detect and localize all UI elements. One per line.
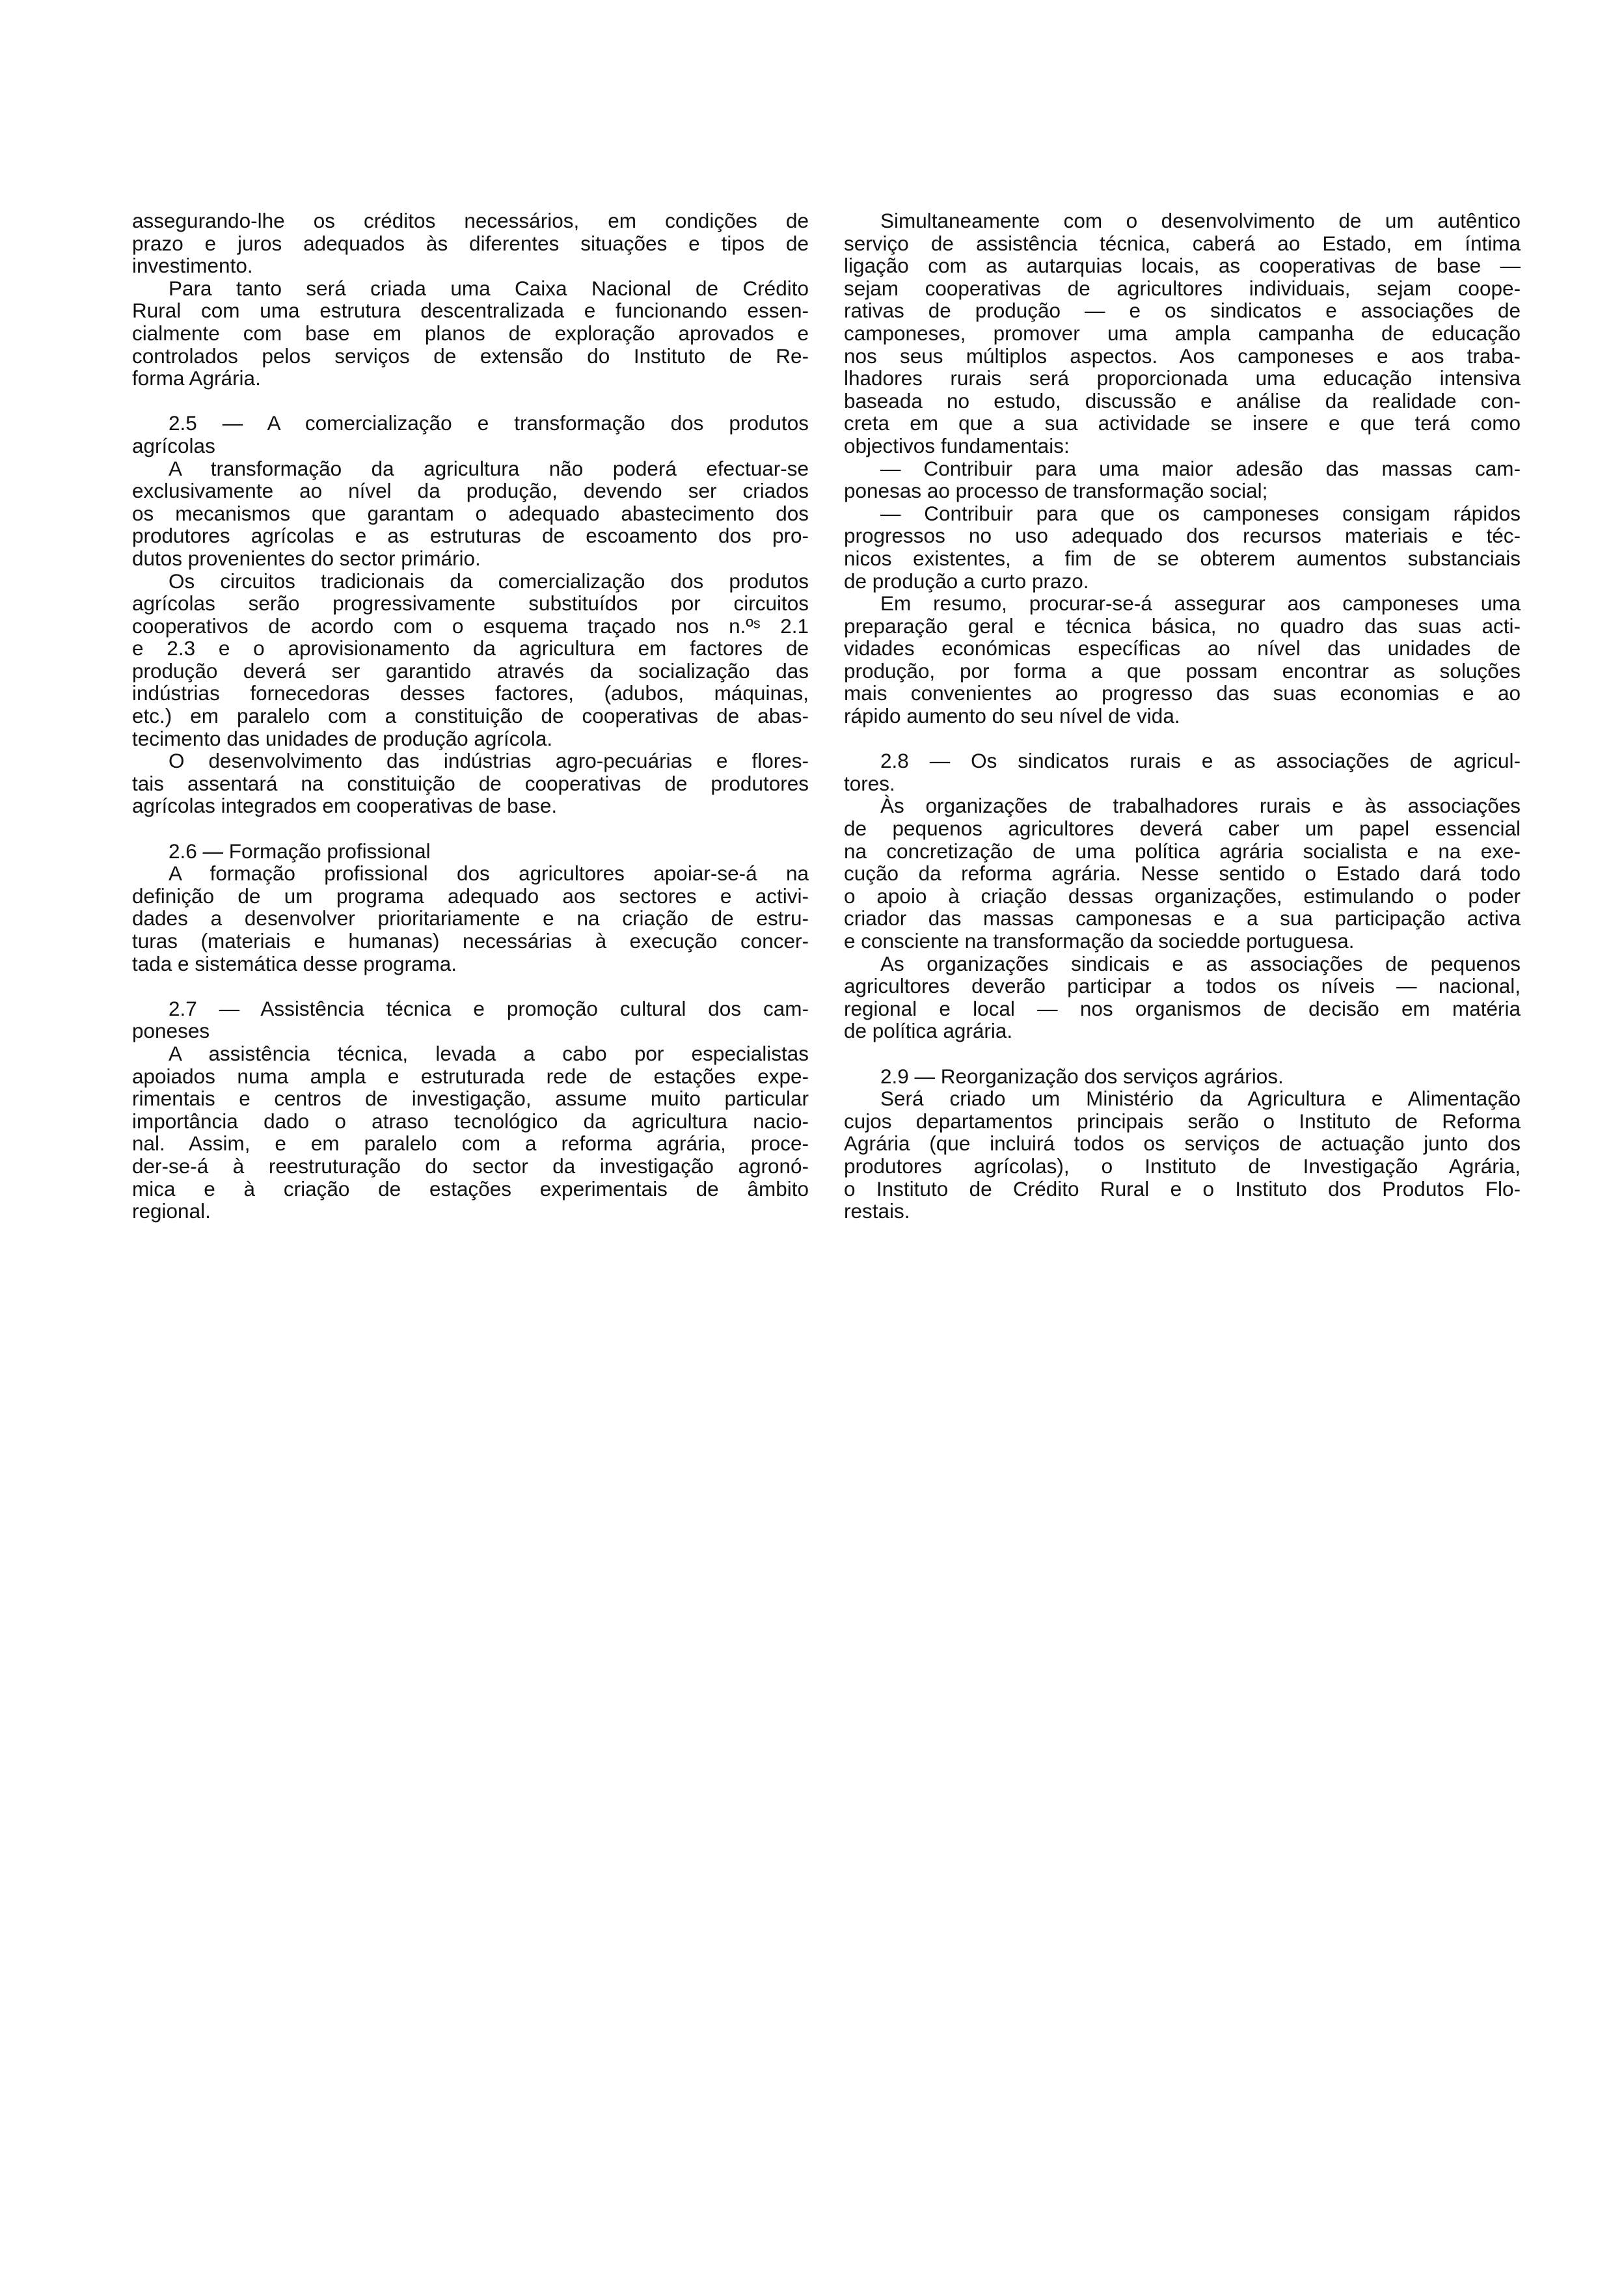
right-column — [844, 210, 1521, 1223]
text-line: A assistência técnica, levada a cabo por especialistas — [169, 1041, 809, 1065]
text-line: tores. — [844, 771, 895, 795]
text-line: produtores agrícolas e as estruturas de escoamento dos pro- — [132, 524, 809, 548]
text-line: A formação profissional dos agricultores apoiar-se-á na — [169, 862, 809, 886]
text-line: cução da reforma agrária. Nesse sentido o Estado dará todo — [844, 862, 1521, 886]
text-line: e 2.3 e o aprovisionamento da agricultura em factores de — [132, 636, 809, 660]
text-line: prazo e juros adequados às diferentes situações e tipos de — [132, 231, 809, 255]
text-line: cujos departamentos principais serão o Instituto de Reforma — [844, 1109, 1521, 1133]
text-line: objectivos fundamentais: — [844, 433, 1070, 457]
text-line: As organizações sindicais e as associações de pequenos — [880, 951, 1521, 975]
text-line: Rural com uma estrutura descentralizada e funcionando essen- — [132, 299, 809, 323]
text-line: creta em que a sua actividade se insere e que terá como — [844, 411, 1521, 435]
text-line: 2.9 — Reorganização dos serviços agrários. — [880, 1064, 1284, 1088]
text-line: cialmente com base em planos de exploração aprovados e — [132, 321, 809, 345]
text-line: progressos no uso adequado dos recursos materiais e téc- — [844, 524, 1521, 548]
text-line: Às organizações de trabalhadores rurais e às associações — [880, 794, 1521, 818]
text-line: importância dado o atraso tecnológico da agricultura nacio- — [132, 1109, 809, 1133]
text-line: mais convenientes ao progresso das suas economias e ao — [844, 681, 1521, 705]
text-line: regional. — [132, 1199, 211, 1223]
text-line: etc.) em paralelo com a constituição de cooperativas de abas- — [132, 704, 809, 728]
text-line: der-se-á à reestruturação do sector da investigação agronó- — [132, 1154, 809, 1178]
paragraph-gap — [844, 727, 1521, 750]
text-line: rimentais e centros de investigação, assume muito particular — [132, 1087, 809, 1111]
text-line: serviço de assistência técnica, caberá ao Estado, em íntima — [844, 231, 1521, 255]
text-line: baseada no estudo, discussão e análise da realidade con- — [844, 388, 1521, 413]
text-line: regional e local — nos organismos de decisão em matéria — [844, 996, 1521, 1020]
text-line: O desenvolvimento das indústrias agro-pecuárias e flores- — [169, 749, 809, 773]
text-line: 2.6 — Formação profissional — [169, 839, 431, 863]
text-line: preparação geral e técnica básica, no quadro das suas acti- — [844, 614, 1521, 638]
text-line: mica e à criação de estações experimentais de âmbito — [132, 1176, 809, 1201]
text-line: definição de um programa adequado aos sectores e activi- — [132, 884, 809, 908]
text-line: produção deverá ser garantido através da socialização das — [132, 658, 809, 683]
text-line: lhadores rurais será proporcionada uma educação intensiva — [844, 366, 1521, 390]
text-line: produção, por forma a que possam encontrar as soluções — [844, 658, 1521, 683]
text-line: de pequenos agricultores deverá caber um papel essencial — [844, 817, 1521, 841]
text-line: agrícolas serão progressivamente substituídos por circuitos — [132, 591, 809, 616]
text-line: de produção a curto prazo. — [844, 569, 1089, 593]
text-line: dutos provenientes do sector primário. — [132, 546, 481, 570]
text-line: vidades económicas específicas ao nível das unidades de — [844, 636, 1521, 660]
text-line: A transformação da agricultura não poderá efectuar-se — [169, 456, 809, 480]
text-line: os mecanismos que garantam o adequado abastecimento dos — [132, 501, 809, 525]
text-line: nal. Assim, e em paralelo com a reforma agrária, proce- — [132, 1132, 809, 1156]
text-line: Os circuitos tradicionais da comercialização dos produtos — [169, 569, 809, 593]
text-line: — Contribuir para que os camponeses consigam rápidos — [880, 501, 1521, 525]
text-line: Para tanto será criada uma Caixa Nacional de Crédito — [169, 276, 809, 300]
text-line: tecimento das unidades de produção agrícola. — [132, 726, 553, 750]
text-line: 2.8 — Os sindicatos rurais e as associações de agricul- — [880, 749, 1521, 773]
paragraph-gap — [132, 390, 809, 413]
text-line: controlados pelos serviços de extensão do Instituto de Re- — [132, 344, 809, 368]
text-line: Em resumo, procurar-se-á assegurar aos camponeses uma — [880, 591, 1521, 616]
text-line: exclusivamente ao nível da produção, devendo ser criados — [132, 479, 809, 503]
text-line: Simultaneamente com o desenvolvimento de um autêntico — [880, 209, 1521, 232]
text-line: restais. — [844, 1199, 910, 1223]
text-line: agricultores deverão participar a todos os níveis — nacional, — [844, 974, 1521, 998]
text-line: rativas de produção — e os sindicatos e associações de — [844, 299, 1521, 323]
text-line: o apoio à criação dessas organizações, estimulando o poder — [844, 884, 1521, 908]
text-line: tada e sistemática desse programa. — [132, 951, 457, 975]
text-line: sejam cooperativas de agricultores individuais, sejam coope- — [844, 276, 1521, 300]
text-line: dades a desenvolver prioritariamente e na criação de estru- — [132, 906, 809, 930]
text-line: investimento. — [132, 254, 253, 278]
text-line: nicos existentes, a fim de se obterem aumentos substanciais — [844, 546, 1521, 570]
text-line: rápido aumento do seu nível de vida. — [844, 704, 1180, 728]
paragraph-gap — [844, 1042, 1521, 1065]
text-line: nos seus múltiplos aspectos. Aos camponeses e aos traba- — [844, 344, 1521, 368]
text-line: ponesas ao processo de transformação social; — [844, 479, 1268, 503]
text-line: agrícolas — [132, 433, 215, 457]
left-column — [132, 210, 809, 1223]
text-line: 2.5 — A comercialização e transformação dos produtos — [169, 411, 809, 435]
text-line: 2.7 — Assistência técnica e promoção cultural dos cam- — [169, 996, 809, 1020]
text-line: forma Agrária. — [132, 366, 261, 390]
text-line: turas (materiais e humanas) necessárias à execução concer- — [132, 929, 809, 953]
text-line: cooperativos de acordo com o esquema traçado nos n.ºˢ 2.1 — [132, 614, 809, 638]
text-line: ligação com as autarquias locais, as cooperativas de base — — [844, 254, 1521, 278]
text-line: criador das massas camponesas e a sua participação activa — [844, 906, 1521, 930]
text-line: camponeses, promover uma ampla campanha de educação — [844, 321, 1521, 345]
text-line: de política agrária. — [844, 1019, 1013, 1043]
text-line: indústrias fornecedoras desses factores, (adubos, máquinas, — [132, 681, 809, 705]
text-line: assegurando-lhe os créditos necessários, em condições de — [132, 209, 809, 232]
text-line: agrícolas integrados em cooperativas de base. — [132, 794, 558, 818]
text-line: apoiados numa ampla e estruturada rede de estações expe- — [132, 1064, 809, 1088]
text-line: Será criado um Ministério da Agricultura e Alimentação — [880, 1087, 1521, 1111]
text-line: na concretização de uma política agrária socialista e na exe- — [844, 839, 1521, 863]
text-line: produtores agrícolas), o Instituto de Investigação Agrária, — [844, 1154, 1521, 1178]
text-line: e consciente na transformação da sociedde portuguesa. — [844, 929, 1355, 953]
text-line: — Contribuir para uma maior adesão das massas cam- — [880, 456, 1521, 480]
paragraph-gap — [132, 817, 809, 840]
text-line: Agrária (que incluirá todos os serviços de actuação junto dos — [844, 1132, 1521, 1156]
text-line: o Instituto de Crédito Rural e o Instituto dos Produtos Flo- — [844, 1176, 1521, 1201]
text-line: poneses — [132, 1019, 210, 1043]
paragraph-gap — [132, 975, 809, 998]
text-line: tais assentará na constituição de cooperativas de produtores — [132, 771, 809, 795]
